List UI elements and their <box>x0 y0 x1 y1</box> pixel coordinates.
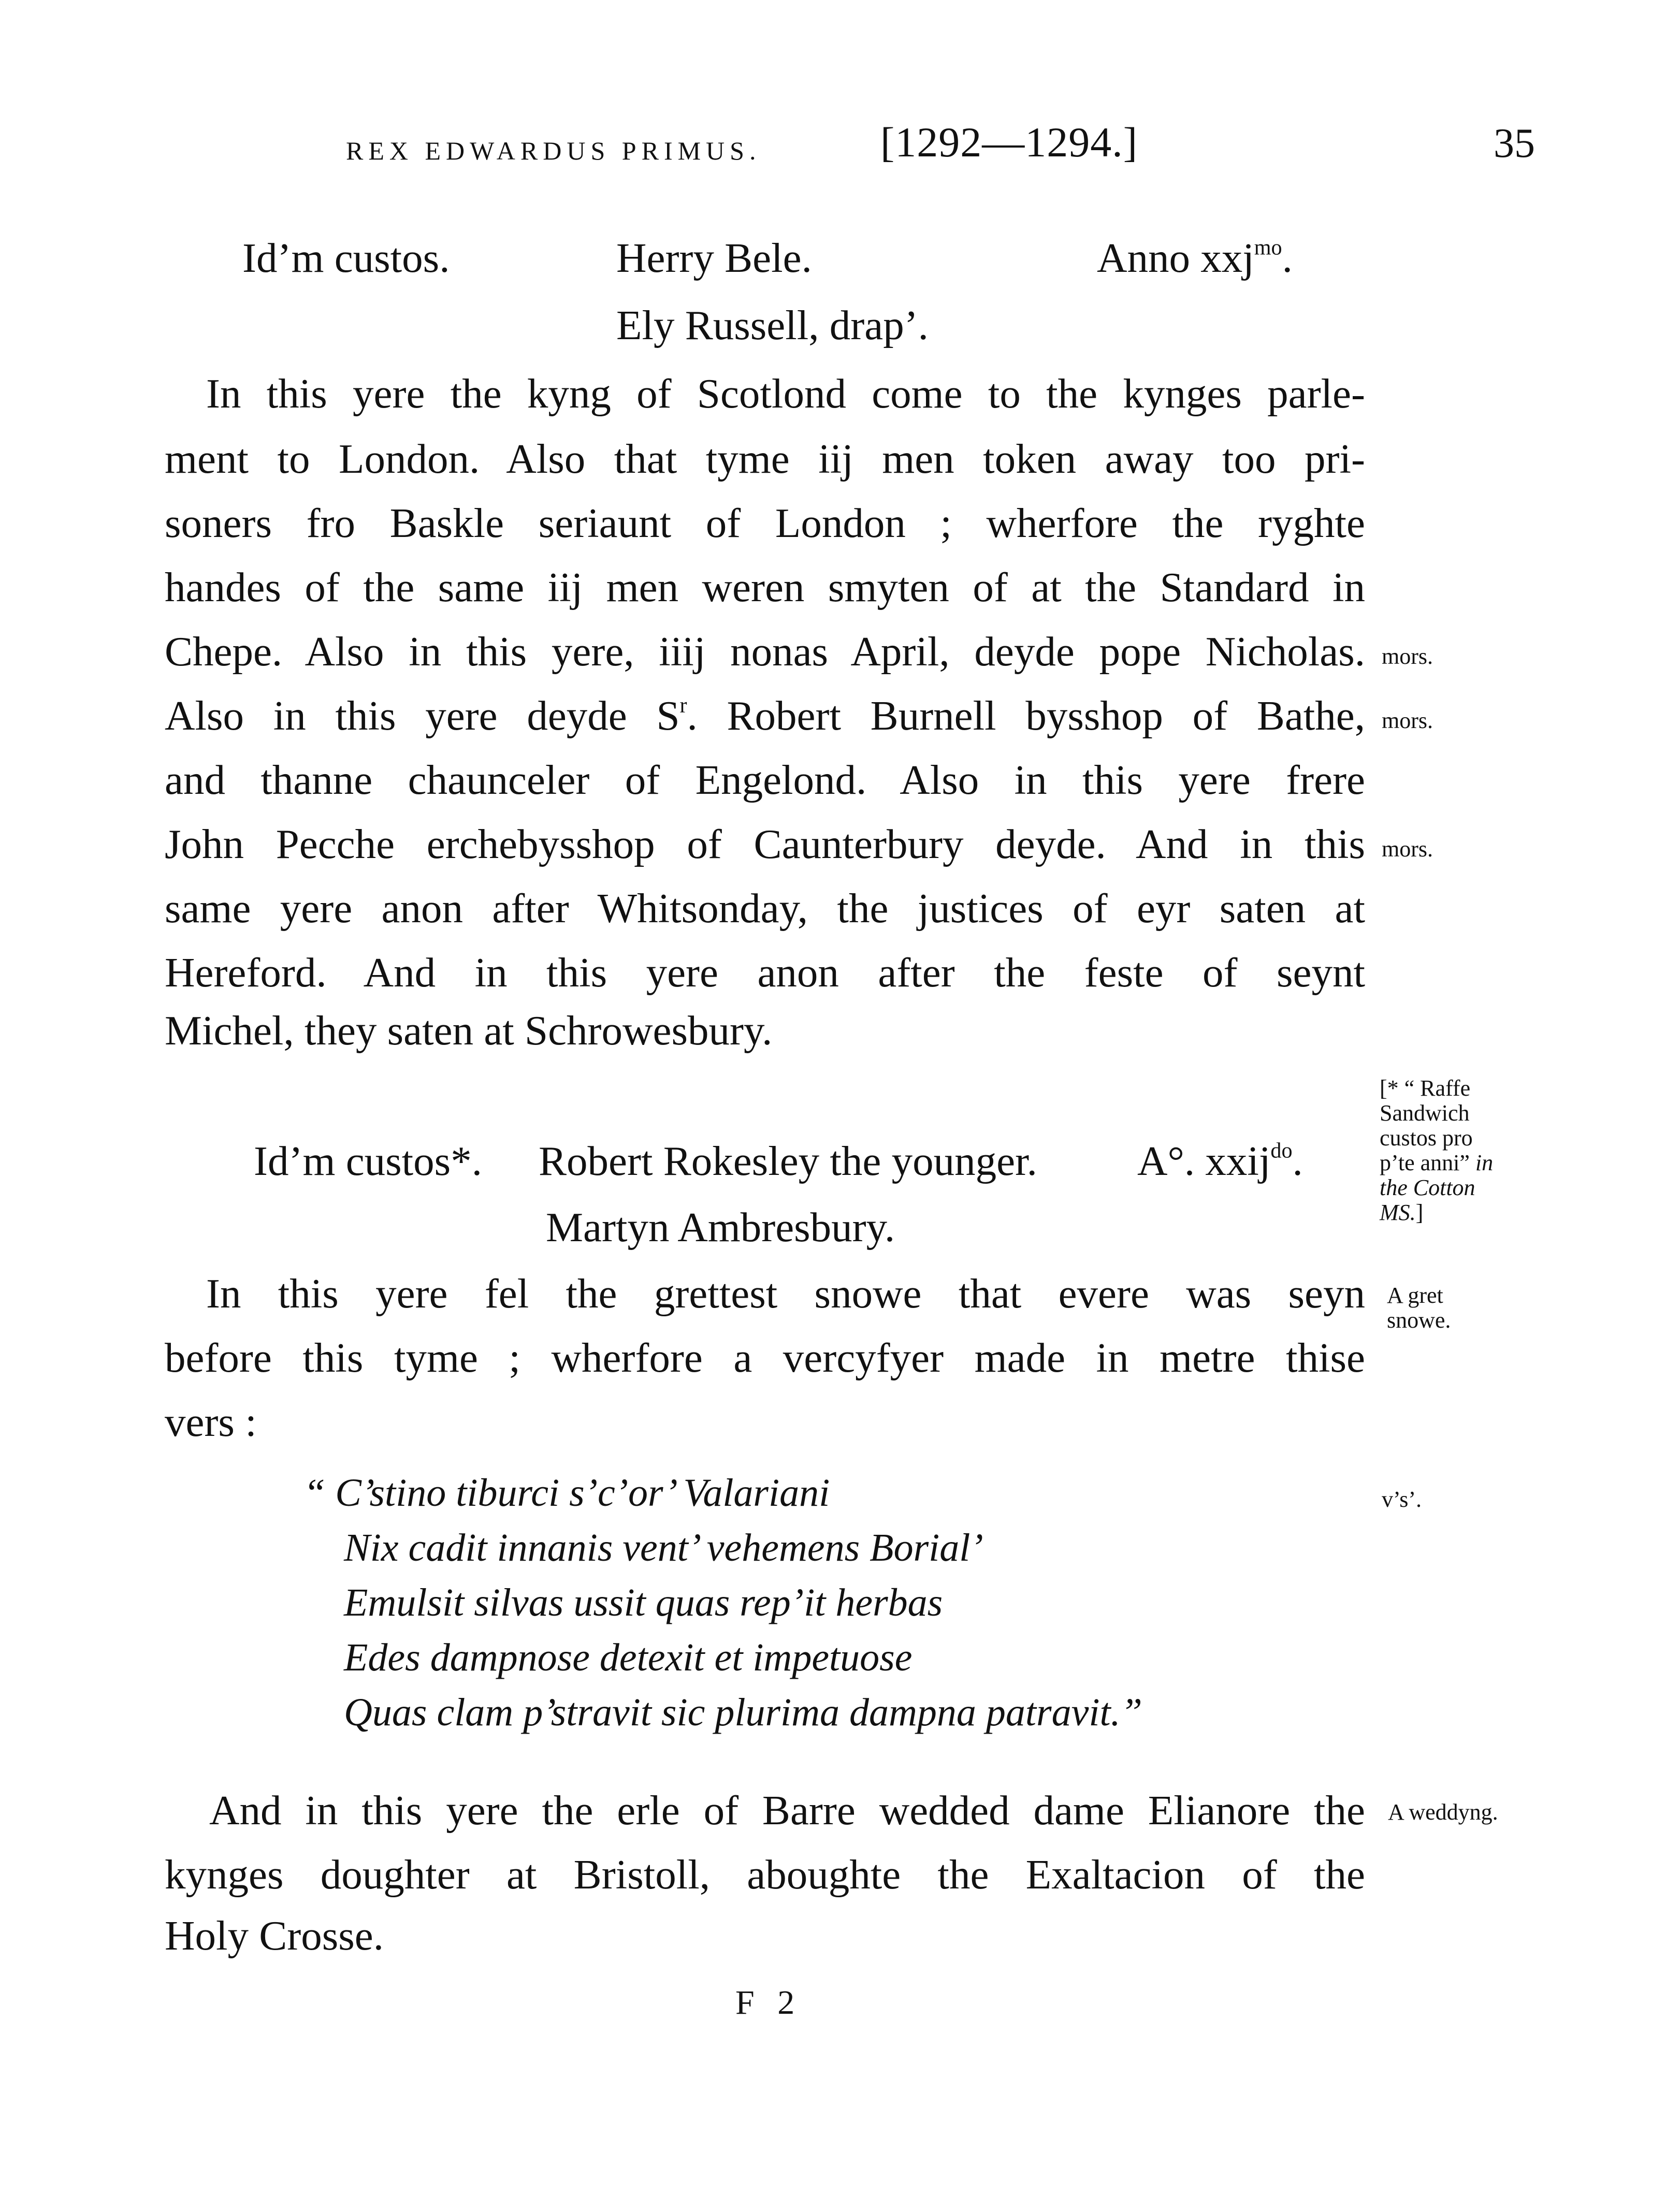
paragraph1-line: and thanne chaunceler of Engelond. Also in this yere frere <box>165 757 1365 803</box>
paragraph1-line: soners fro Baskle seriaunt of London ; wherfore the ryghte <box>165 500 1365 546</box>
entry2-name1: Robert Rokesley the younger. <box>539 1138 1037 1184</box>
verse-line: “ C’stino tiburci s’c’or’ Valariani <box>303 1471 830 1515</box>
paragraph2-line: vers : <box>165 1399 257 1445</box>
entry1-name2: Ely Russell, drap’. <box>616 302 929 348</box>
entry2-year: A°. xxij$^{do}$. <box>1137 1138 1303 1184</box>
paragraph1-line: In this yere the kyng of Scotlond come to the kynges parle- <box>206 370 1365 417</box>
paragraph3-line: kynges doughter at Bristoll, aboughte the Exaltacion of the <box>165 1851 1365 1898</box>
running-years: [1292—1294.] <box>880 119 1138 166</box>
entry1-year: Anno xxj$^{mo}$. <box>1097 235 1293 281</box>
paragraph1-line: John Pecche erchebysshop of Caunterbury deyde. And in this <box>165 821 1365 867</box>
margin-note-mors: mors. <box>1382 708 1433 733</box>
paragraph1-line: Also in this yere deyde $S^r$. Robert Burnell bysshop of Bathe, <box>165 692 1366 739</box>
paragraph3-line: Holy Crosse. <box>165 1912 384 1959</box>
paragraph1-line: Hereford. And in this yere anon after the feste of seynt <box>165 949 1365 996</box>
margin-note-snowe: A gret snowe. <box>1387 1283 1451 1333</box>
signature-mark: F 2 <box>735 1984 802 2022</box>
margin-note-cotton-ms: [* “ Raffe Sandwich custos pro p’te anni” in the Cotton MS.] <box>1380 1075 1494 1225</box>
page-number: 35 <box>1494 121 1535 166</box>
paragraph1-line: Michel, they saten at Schrowesbury. <box>165 1007 773 1054</box>
running-title: REX EDWARDUS PRIMUS. <box>346 136 761 165</box>
entry1-office: Id’m custos. <box>242 235 450 281</box>
paragraph2-line: In this yere fel the grettest snowe that evere was seyn <box>206 1270 1365 1317</box>
verse-line: Nix cadit innanis vent’ vehemens Borial’ <box>344 1526 983 1569</box>
verse-line: Quas clam p’stravit sic plurima dampna patravit.” <box>344 1691 1142 1734</box>
paragraph1-line: Chepe. Also in this yere, iiij nonas April, deyde pope Nicholas. <box>165 628 1365 675</box>
verse-line: Emulsit silvas ussit quas rep’it herbas <box>344 1581 943 1624</box>
margin-note-weddyng: A weddyng. <box>1388 1799 1498 1825</box>
entry2-name2: Martyn Ambresbury. <box>546 1204 895 1251</box>
paragraph1-line: same yere anon after Whitsonday, the justices of eyr saten at <box>165 885 1365 932</box>
entry2-office: Id’m custos*. <box>254 1138 482 1184</box>
paragraph1-line: ment to London. Also that tyme iij men token away too pri- <box>165 435 1365 482</box>
entry1-name1: Herry Bele. <box>616 235 812 281</box>
verse-line: Edes dampnose detexit et impetuose <box>344 1636 913 1679</box>
paragraph1-line: handes of the same iij men weren smyten of at the Standard in <box>165 564 1365 610</box>
paragraph3-line: And in this yere the erle of Barre wedded dame Elianore the <box>209 1787 1365 1834</box>
margin-note-mors: mors. <box>1382 836 1433 862</box>
paragraph2-line: before this tyme ; wherfore a vercyfyer made in metre thise <box>165 1334 1365 1381</box>
margin-note-mors: mors. <box>1382 644 1433 669</box>
margin-note-vs: v’s’. <box>1382 1487 1422 1512</box>
